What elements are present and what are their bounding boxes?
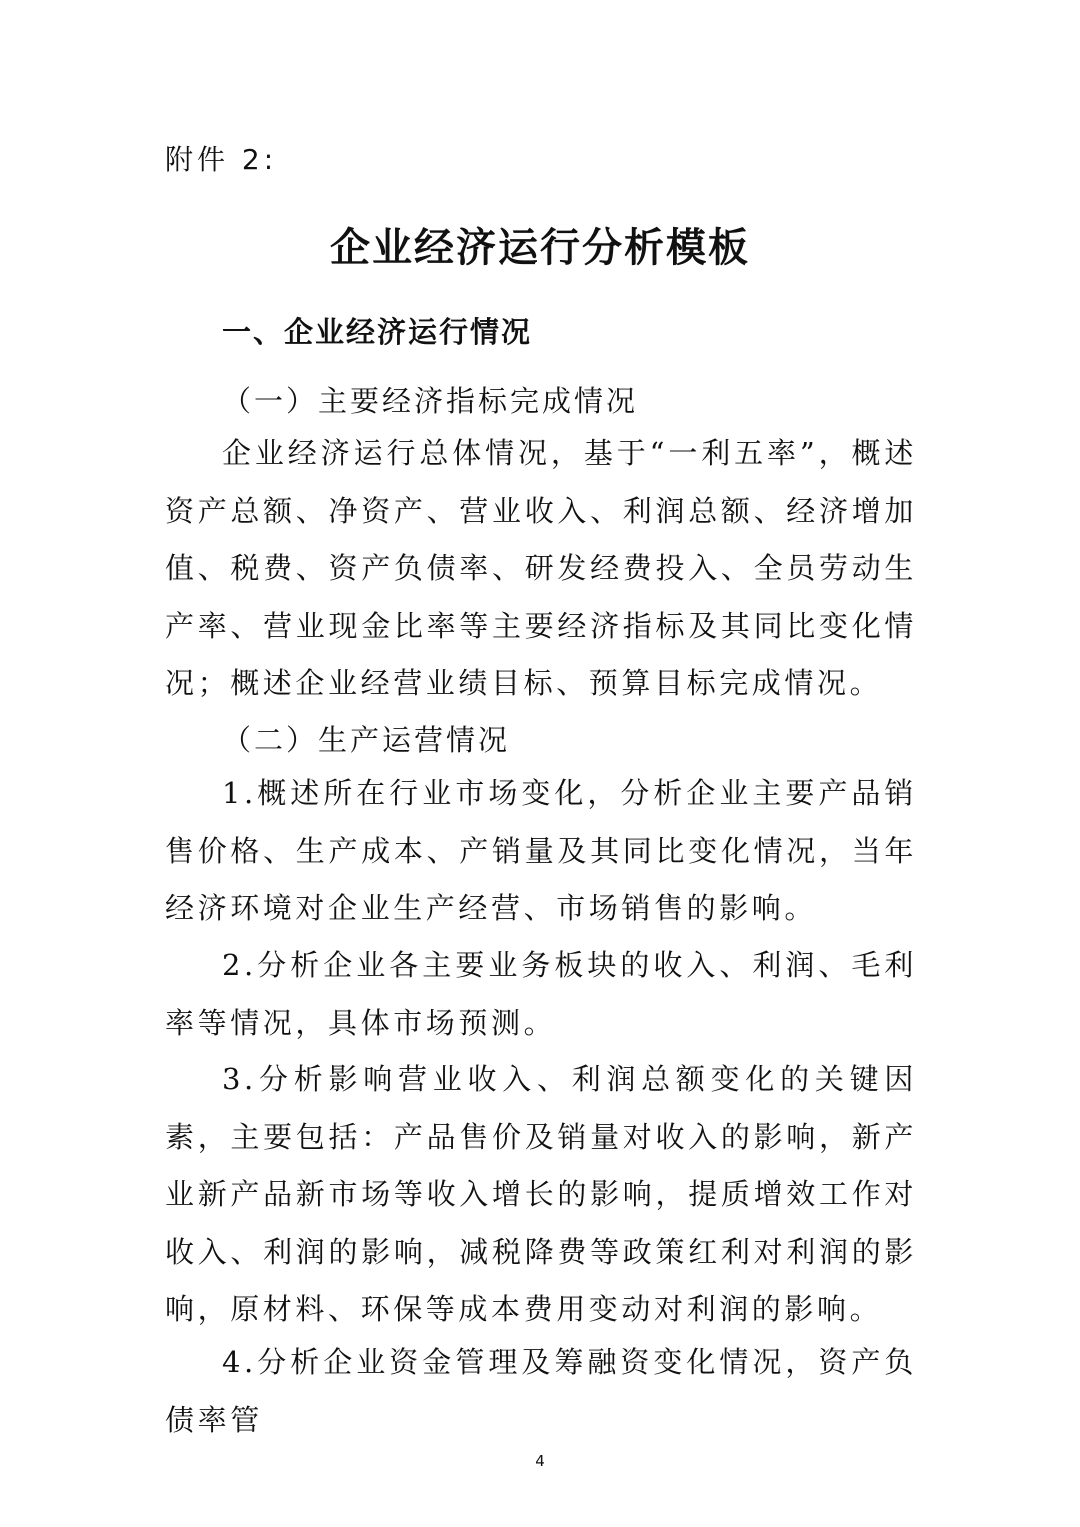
- paragraph-indicators: 企业经济运行总体情况，基于“一利五率”，概述资产总额、净资产、营业收入、利润总额、经济增加值、税费、资产负债率、研发经费投入、全员劳动生产率、营业现金比率等主要经济指标及其同比变化情况；概述企业经营业绩目标、预算目标完成情况。: [165, 436, 917, 700]
- document-title: 企业经济运行分析模板: [330, 225, 750, 271]
- attachment-label: 附件 2:: [165, 143, 278, 176]
- list-item-2: 2.分析企业各主要业务板块的收入、利润、毛利率等情况，具体市场预测。: [165, 948, 917, 1040]
- section-heading: 一、企业经济运行情况: [222, 315, 533, 349]
- list-item-3: 3.分析影响营业收入、利润总额变化的关键因素，主要包括：产品售价及销量对收入的影响，新产业新产品新市场等收入增长的影响，提质增效工作对收入、利润的影响，减税降费等政策红利对利润的影响，原材料、环保等成本费用变动对利润的影响。: [165, 1062, 917, 1326]
- list-item-1: 1.概述所在行业市场变化，分析企业主要产品销售价格、生产成本、产销量及其同比变化情况，当年经济环境对企业生产经营、市场销售的影响。: [165, 776, 917, 925]
- subsection-heading-1: （一）主要经济指标完成情况: [222, 384, 639, 418]
- list-item-4: 4.分析企业资金管理及筹融资变化情况，资产负债率管: [165, 1345, 917, 1437]
- page-number: 4: [535, 1452, 545, 1470]
- subsection-heading-2: （二）生产运营情况: [222, 723, 511, 757]
